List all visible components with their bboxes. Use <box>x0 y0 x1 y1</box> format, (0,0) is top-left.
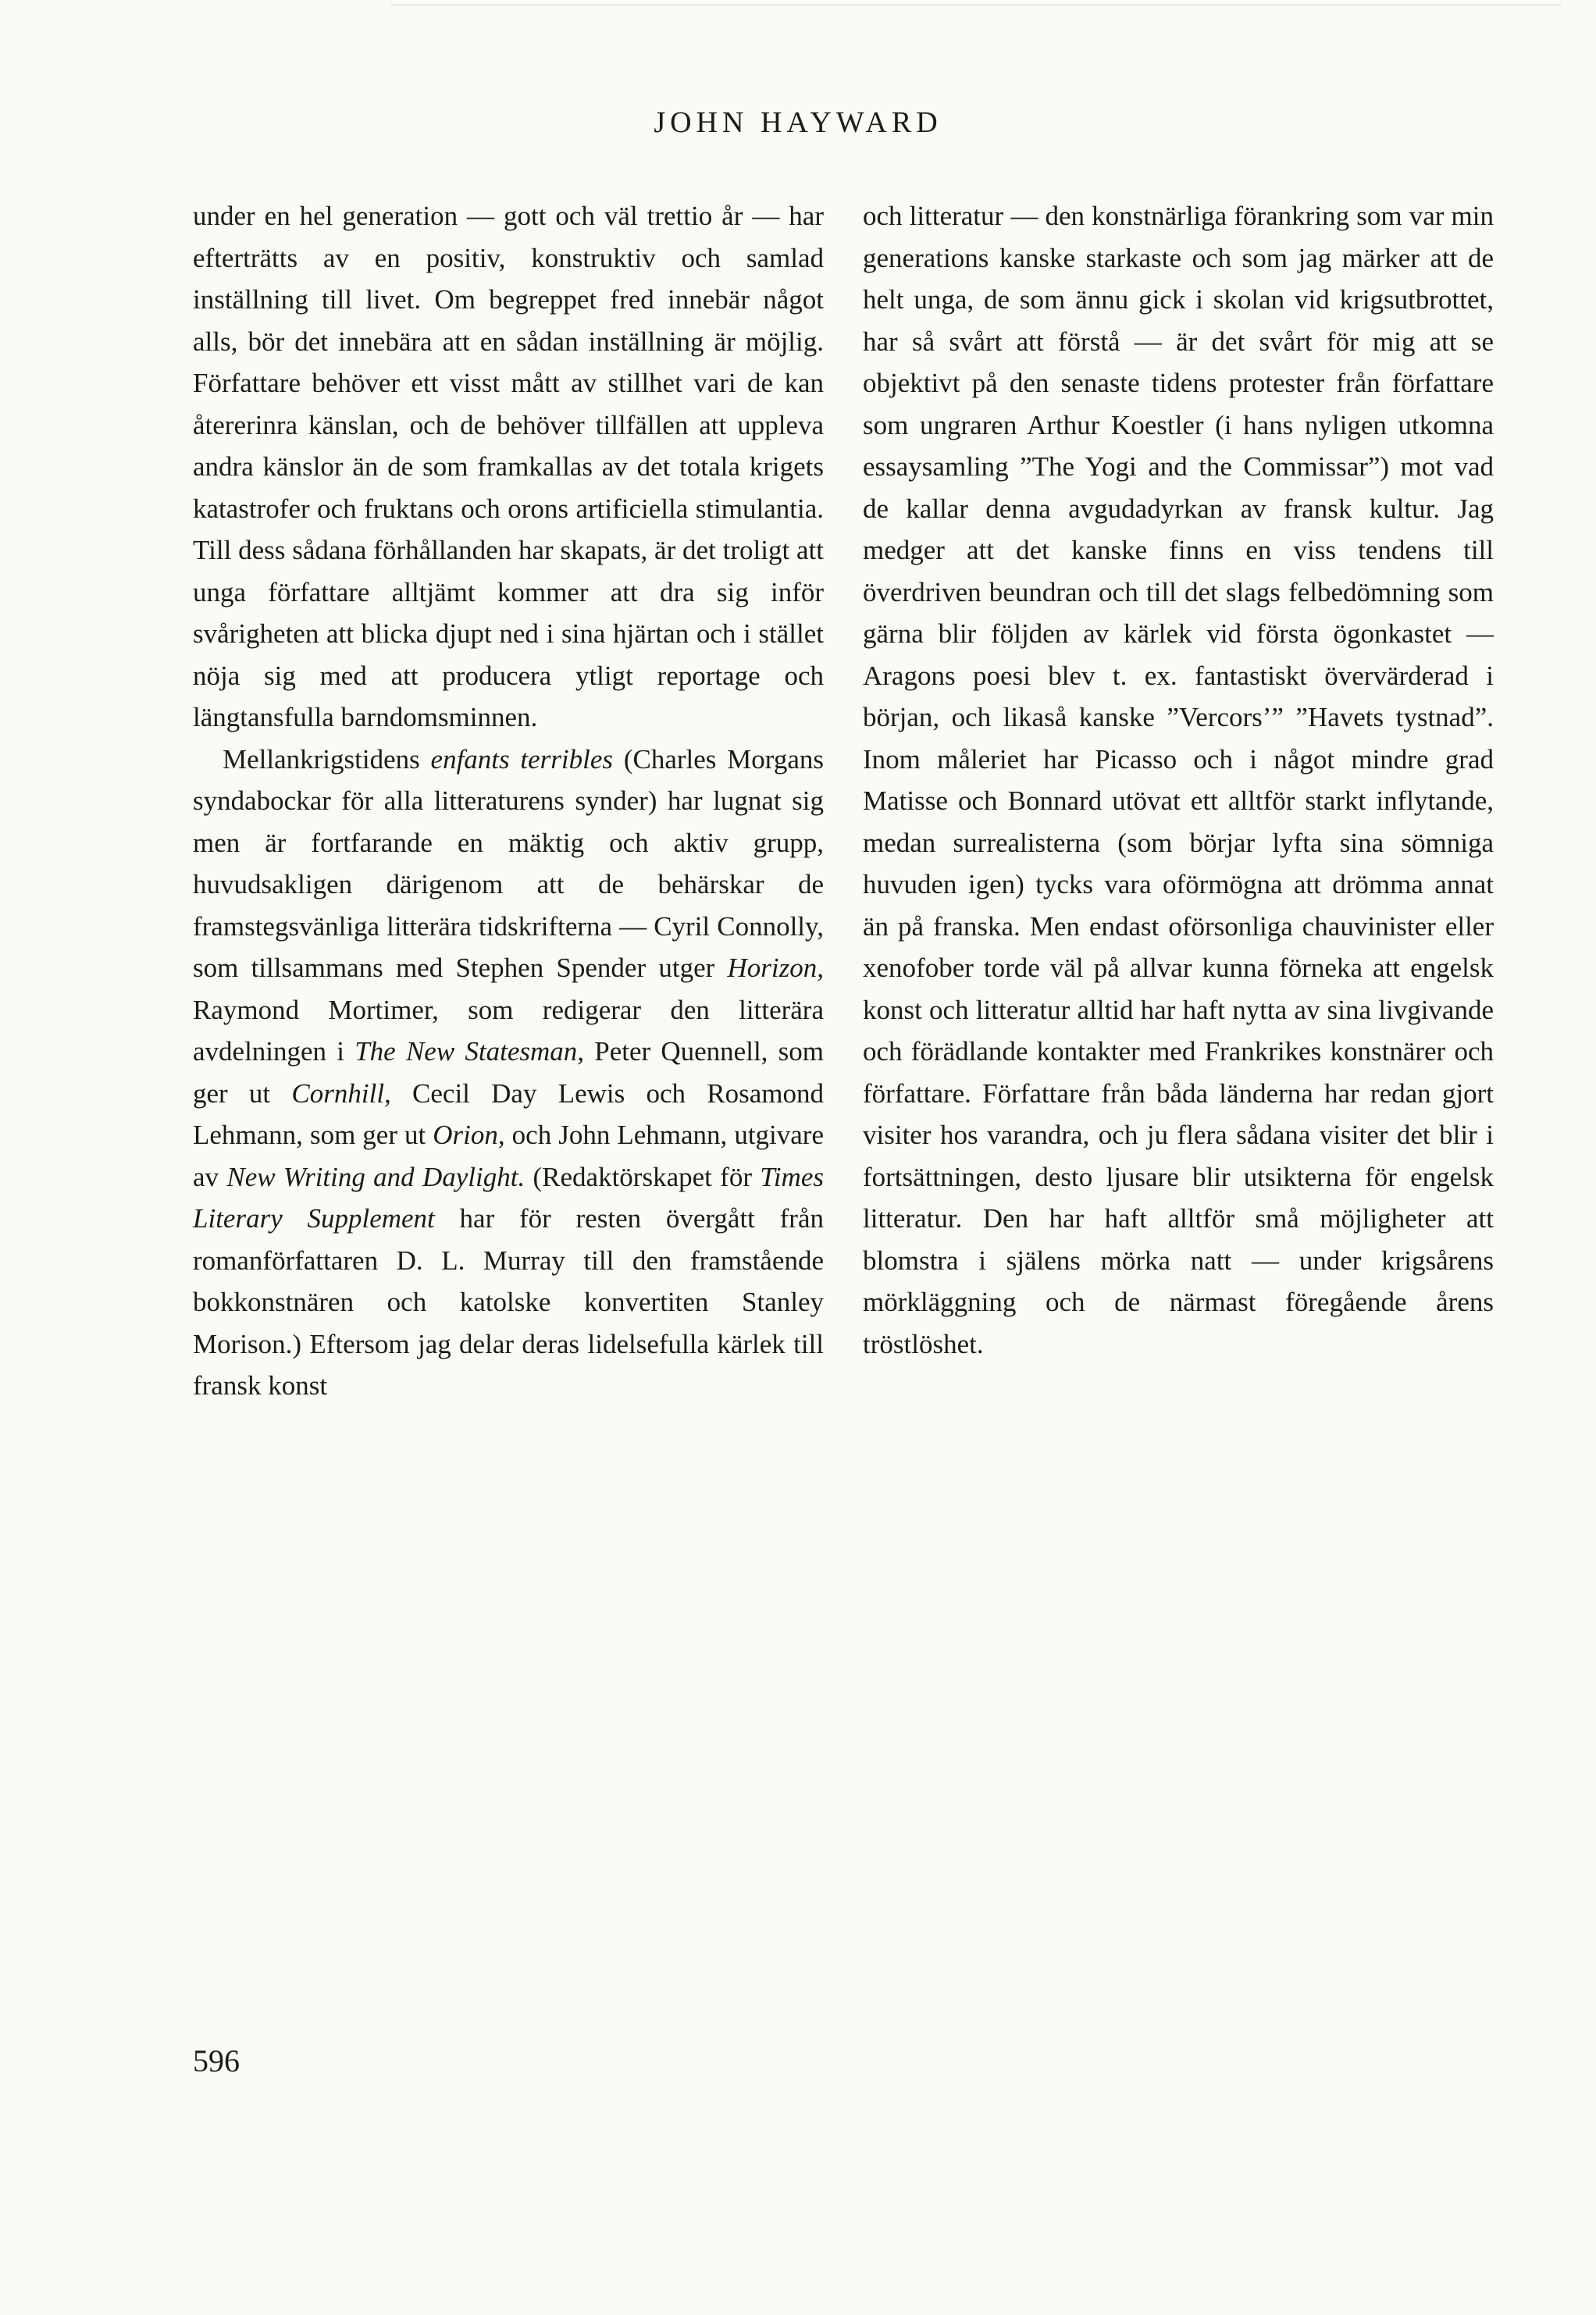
italic-title: The New Statesman, <box>354 1036 585 1067</box>
italic-title: Times Literary Supplement <box>193 1161 824 1234</box>
running-head: JOHN HAYWARD <box>654 106 942 139</box>
italic-term: enfants terribles <box>430 743 614 775</box>
paragraph: Mellankrigstidens enfants terribles (Charles Morgans syndabockar för alla litteraturens synder) har lugnat sig men är fortfarande en mäktig och aktiv grupp, huvudsakligen därigenom att de behärskar de framstegsvänliga litterära tidskrifterna — Cyril Connolly, som tillsammans med Stephen Spender utger Horizon, Raymond Mortimer, som redigerar den litterära avdelningen i The New Statesman, Peter Quennell, som ger ut Cornhill, Cecil Day Lewis och Rosamond Lehmann, som ger ut Orion, och John Lehmann, utgivare av New Writing and Daylight. (Redaktörskapet för Times Literary Supplement har för resten övergått från romanförfattaren D. L. Murray till den framstående bokkonstnären och katolske konvertiten Stanley Morison.) Eftersom jag delar deras lidelsefulla kärlek till fransk konst <box>193 743 824 1401</box>
left-column <box>193 195 824 1407</box>
right-column <box>863 195 1494 1365</box>
paragraph: under en hel generation — gott och väl trettio år — har efterträtts av en positiv, konstruktiv och samlad inställning till livet. Om begreppet fred innebär något alls, bör det innebära att en sådan inställning är möjlig. Författare behöver ett visst mått av stillhet vari de kan återerinra känslan, och de behöver tillfällen att uppleva andra känslor än de som framkallas av det totala krigets katastrofer och fruktans och orons artificiella stimulantia. Till dess sådana förhållanden har skapats, är det troligt att unga författare alltjämt kommer att dra sig inför svårigheten att blicka djupt ned i sina hjärtan och i stället nöja sig med att producera ytligt reportage och längtansfulla barndomsminnen. <box>193 201 824 732</box>
italic-title: Horizon, <box>727 953 824 983</box>
italic-title: Orion, <box>433 1120 505 1150</box>
paragraph: och litteratur — den konstnärliga förankring som var min generations kanske starkaste och som jag märker att de helt unga, de som ännu gick i skolan vid krigsutbrottet, har så svårt att förstå — är det svårt för mig att se objektivt på den senaste tidens protester från författare som ungraren Arthur Koestler (i hans nyligen utkomna essaysamling ”The Yogi and the Commissar”) mot vad de kallar denna avgudadyrkan av fransk kultur. Jag medger att det kanske finns en viss tendens till överdriven beundran och till det slags felbedömning som gärna blir följden av kärlek vid första ögonkastet — Aragons poesi blev t. ex. fantastiskt övervärderad i början, och likaså kanske ”Vercors’” ”Havets tystnad”. Inom måleriet har Picasso och i något mindre grad Matisse och Bonnard utövat ett alltför starkt inflytande, medan surrealisterna (som börjar lyfta sina sömniga huvuden igen) tycks vara oförmögna att drömma annat än på franska. Men endast oförsonliga chauvinister eller xenofober torde väl på allvar kunna förneka att engelsk konst och litteratur alltid har haft nytta av sina livgivande och förädlande kontakter med Frankrikes konstnärer och författare. Författare från båda länderna har redan gjort visiter hos varandra, och ju flera sådana visiter det blir i fortsättningen, desto ljusare blir utsikterna för engelsk litteratur. Den har haft alltför små möjligheter att blomstra i själens mörka natt — under krigsårens mörkläggning och de närmast föregående årens tröstlöshet. <box>863 201 1494 1359</box>
italic-title: New Writing and Daylight. <box>226 1161 525 1192</box>
page-number: 596 <box>193 2043 240 2078</box>
italic-title: Cornhill, <box>291 1077 391 1109</box>
